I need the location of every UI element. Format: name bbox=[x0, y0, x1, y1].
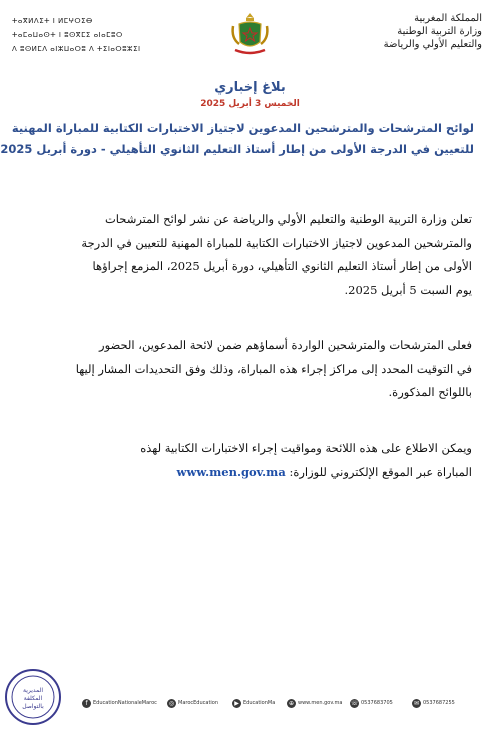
facebook-icon: f bbox=[82, 699, 91, 708]
paragraph-line: يوم السبت 5 أبريل 2025. bbox=[344, 282, 472, 297]
document-title: بلاغ إخباري bbox=[214, 80, 286, 95]
royal-emblem-icon bbox=[227, 10, 273, 58]
paragraph-line: تعلن وزارة التربية الوطنية والتعليم الأولي والرياضة عن نشر لوائح المترشحات bbox=[104, 212, 472, 226]
footer-instagram-text: MarocEducation bbox=[178, 700, 219, 706]
ministry-website-link[interactable]: www.men.gov.ma bbox=[176, 464, 286, 479]
kingdom-name: المملكة المغربية bbox=[414, 13, 482, 24]
paragraph-line: فعلى المترشحات والمترشحين الواردة أسماؤهم ضمن لائحة المدعوين، الحضور bbox=[99, 338, 472, 352]
paragraph-website bbox=[42, 437, 472, 484]
press-release-header bbox=[0, 80, 500, 111]
footer-youtube[interactable] bbox=[232, 696, 275, 710]
paragraph-line: الأولى من إطار أستاذ التعليم الثانوي التأهيلي، دورة أبريل 2025، المزمع إجراؤها bbox=[92, 259, 472, 273]
footer-contact-bar bbox=[82, 696, 482, 710]
paragraph-line: باللوائح المذكورة. bbox=[388, 385, 472, 399]
footer-youtube-text: EducationMa bbox=[243, 700, 276, 706]
paragraph-instructions bbox=[42, 334, 472, 405]
letterhead-arabic bbox=[332, 12, 482, 51]
tifinagh-line-3: ⴷ ⵓⵙⵍⵎⴷ ⴰⵏⵣⵡⴰⵔⵓ ⴷ ⵜⵉⵏⴰⵔⵓⵣⵉⵏ bbox=[12, 45, 141, 53]
letterhead-tifinagh bbox=[12, 14, 152, 56]
youtube-icon: ▶ bbox=[232, 699, 241, 708]
phone-icon: ☏ bbox=[350, 699, 359, 707]
communication-directorate-seal-icon bbox=[4, 668, 62, 726]
paragraph-line-with-link bbox=[42, 461, 472, 485]
tifinagh-line-2: ⵜⴰⵎⴰⵡⴰⵙⵜ ⵏ ⵓⵙⴳⵎⵉ ⴰⵏⴰⵎⵓⵔ bbox=[12, 31, 123, 39]
paragraph-line: والمترشحين المدعوين لاجتياز الاختبارات الكتابية للمباراة المهنية للتعيين في الدرجة bbox=[81, 235, 472, 250]
footer-facebook[interactable] bbox=[82, 696, 157, 710]
paragraph-line: في التوقيت المحدد إلى مراكز إجراء هذه المباراة، وذلك وفق التحديدات المشار إليها bbox=[75, 361, 472, 376]
ministry-name-1: وزارة التربية الوطنية bbox=[397, 26, 482, 37]
subject-block bbox=[0, 118, 474, 160]
ministry-name-2: والتعليم الأولي والرياضة bbox=[383, 39, 482, 50]
footer bbox=[0, 668, 500, 729]
seal-line-1: المديرية bbox=[23, 687, 43, 694]
fax-icon: ✉ bbox=[413, 699, 420, 707]
seal-line-3: بالتواصل bbox=[22, 703, 44, 710]
footer-facebook-text: EducationNationaleMaroc bbox=[93, 700, 157, 706]
letterhead bbox=[0, 8, 500, 58]
tifinagh-line-1: ⵜⴰⴳⵍⴷⵉⵜ ⵏ ⵍⵎⵖⵔⵉⴱ bbox=[12, 17, 93, 25]
footer-website-text: www.men.gov.ma bbox=[298, 700, 343, 706]
footer-fax bbox=[412, 696, 455, 710]
document-date: الخميس 3 أبريل 2025 bbox=[200, 99, 300, 109]
paragraph-announcement bbox=[42, 208, 472, 302]
website-icon: ⊕ bbox=[288, 699, 295, 707]
footer-fax-text: 0537687255 bbox=[423, 700, 455, 706]
footer-website[interactable] bbox=[287, 696, 342, 710]
footer-instagram[interactable] bbox=[167, 696, 218, 710]
subject-line-1: لوائح المترشحات والمترشحين المدعوين لاجتياز الاختبارات الكتابية للمباراة المهنية bbox=[11, 121, 474, 135]
paragraph-text: المباراة عبر الموقع الإلكتروني للوزارة: bbox=[285, 464, 472, 479]
seal-line-2: المكلفة bbox=[23, 695, 43, 702]
instagram-icon: ◎ bbox=[168, 699, 175, 707]
paragraph-line: ويمكن الاطلاع على هذه اللائحة ومواقيت إجراء الاختبارات الكتابية لهذه bbox=[140, 441, 472, 455]
footer-phone bbox=[350, 696, 393, 710]
footer-phone-text: 0537683705 bbox=[361, 700, 393, 706]
subject-line-2: للتعيين في الدرجة الأولى من إطار أستاذ التعليم الثانوي التأهيلي - دورة أبريل 2025 bbox=[0, 142, 474, 156]
